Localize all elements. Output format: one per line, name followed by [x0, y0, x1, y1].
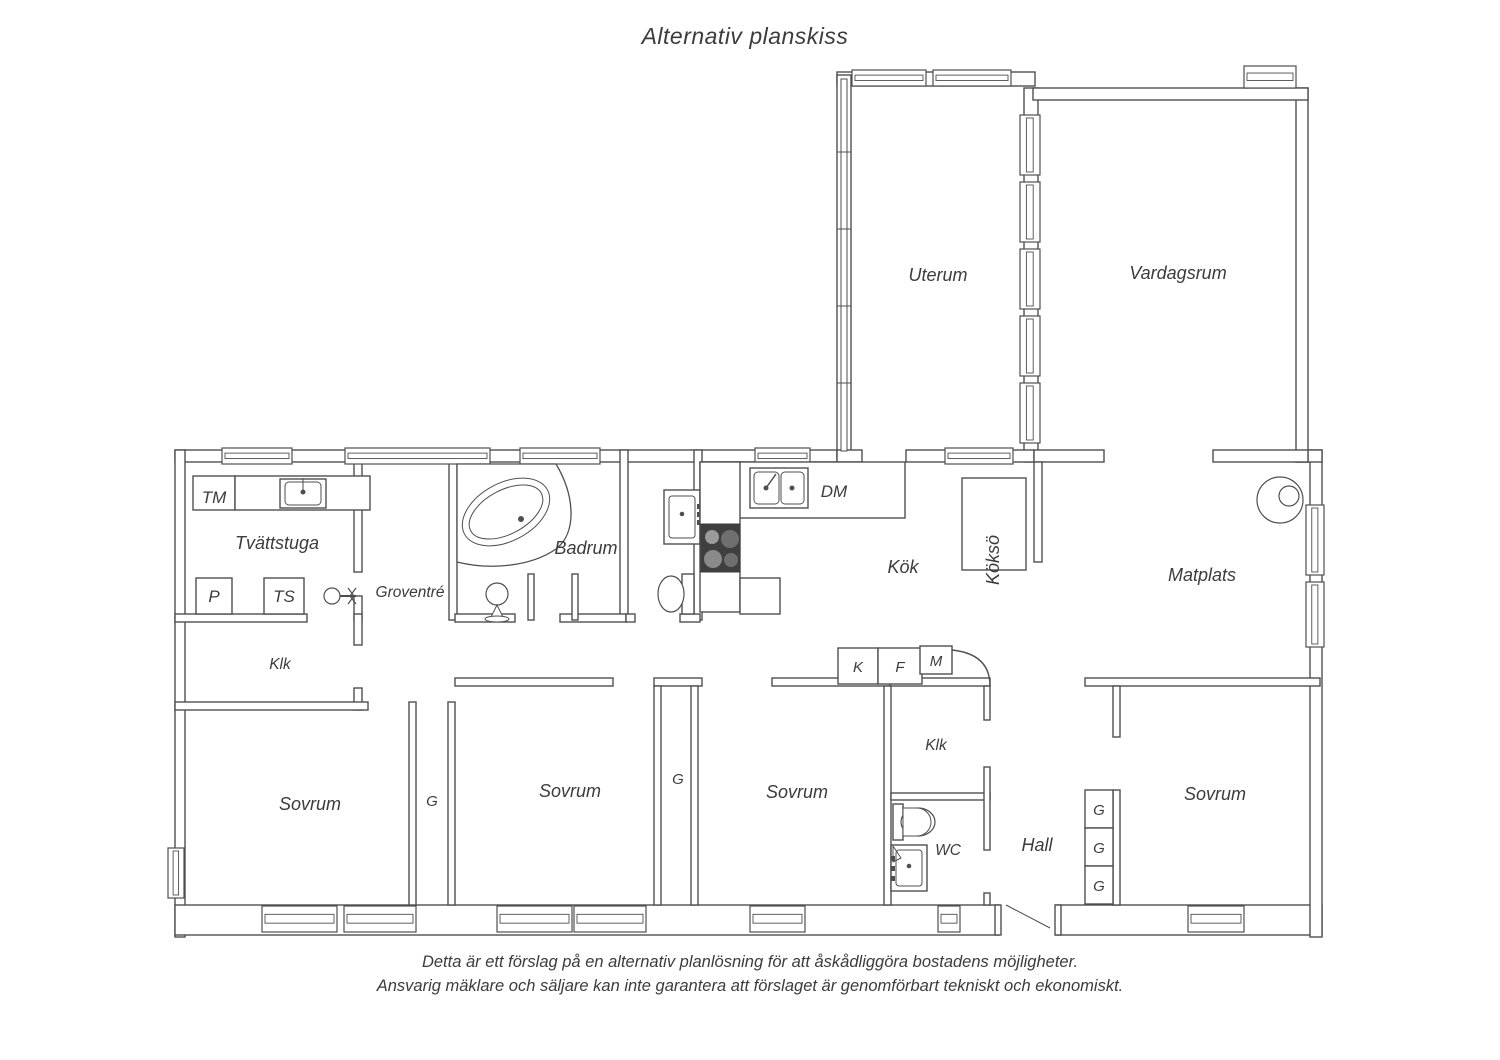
footer-line-2: Ansvarig mäklare och säljare kan inte garantera att förslaget är genomförbart tekniskt och ekonomiskt.: [376, 977, 1124, 995]
wall-segment: [448, 702, 455, 905]
plan-title: Alternativ planskiss: [641, 23, 849, 49]
room-label-sovrum-4: Sovrum: [1183, 784, 1247, 804]
window-glazing: [1026, 319, 1033, 373]
stove-burner: [721, 530, 739, 548]
faucet-detail: [891, 856, 895, 861]
room-label-sovrum-2: Sovrum: [538, 781, 602, 801]
shower-wall: [572, 574, 578, 620]
room-label-kokso: Köksö: [983, 534, 1003, 586]
window-glazing: [1191, 914, 1241, 923]
room-label-matplats: Matplats: [1167, 565, 1237, 585]
stove-burner: [704, 550, 722, 568]
faucet-detail: [891, 866, 895, 871]
room-label-uterum: Uterum: [908, 265, 968, 285]
fixture-label-f: F: [895, 659, 905, 676]
pedestal-sink-foot: [485, 616, 509, 622]
door-jamb: [1055, 905, 1061, 935]
vanity-basin: [669, 496, 695, 538]
room-label-sovrum-3: Sovrum: [765, 782, 829, 802]
window-glazing: [855, 75, 923, 80]
fixture-label-m: M: [929, 653, 943, 670]
wall-segment: [1113, 686, 1120, 737]
window-glazing: [347, 914, 413, 923]
wall-segment: [837, 450, 862, 462]
wall-segment: [560, 614, 626, 622]
footer-line-1: Detta är ett förslag på en alternativ planlösning för att åskådliggöra bostadens möjligheter.: [421, 953, 1079, 971]
wall-segment: [884, 686, 891, 905]
pedestal-sink-base: [491, 605, 503, 617]
toilet-bowl-outline: [903, 808, 931, 836]
toilet-bowl: [658, 576, 684, 612]
window-glazing: [758, 453, 807, 458]
wall-segment: [175, 702, 368, 710]
fixture-label-g-5: G: [1093, 878, 1105, 895]
fixture-label-g-4: G: [1093, 840, 1105, 857]
fixture-label-g-3: G: [1093, 802, 1105, 819]
fixture-label-g-1: G: [426, 793, 438, 810]
wall-segment: [449, 450, 457, 620]
stove-burner: [705, 530, 719, 544]
window-glazing: [1026, 185, 1033, 239]
window-glazing: [1247, 73, 1293, 80]
faucet-dot: [790, 486, 795, 491]
wall-segment: [1213, 450, 1308, 462]
fireplace-flue: [1279, 486, 1299, 506]
wall-segment: [1033, 88, 1308, 100]
wall-segment: [409, 702, 416, 905]
wall-segment: [626, 614, 635, 622]
wall-segment: [175, 614, 307, 622]
room-label-klk-2: Klk: [925, 737, 947, 754]
glass-wall: [841, 79, 847, 451]
wall-segment: [891, 793, 990, 800]
window-glazing: [500, 914, 569, 923]
wall-segment: [455, 678, 613, 686]
window-glazing: [577, 914, 643, 923]
fixture-label-k: K: [852, 659, 864, 676]
faucet-dot: [680, 512, 685, 517]
room-label-wc: WC: [935, 842, 961, 859]
room-label-sovrum-1: Sovrum: [278, 794, 342, 814]
window-glazing: [1026, 252, 1033, 306]
room-label-hall: Hall: [1021, 835, 1053, 855]
fixture-label-g-2: G: [672, 771, 684, 788]
tap-icon: [324, 588, 340, 604]
room-label-vardagsrum: Vardagsrum: [1129, 263, 1227, 283]
wall-segment: [691, 686, 698, 905]
wall-segment: [1034, 462, 1042, 562]
faucet-dot: [907, 864, 912, 869]
wall-segment: [984, 767, 990, 850]
wall-segment: [1085, 678, 1320, 686]
wall-segment: [1113, 790, 1120, 905]
window-glazing: [1312, 585, 1318, 644]
window-glazing: [941, 914, 957, 923]
window-glazing: [753, 914, 802, 923]
window-glazing: [1026, 118, 1033, 172]
faucet-detail: [891, 876, 895, 881]
wall-segment: [620, 450, 628, 620]
kitchen-counter: [740, 578, 780, 614]
window-glazing: [1312, 508, 1318, 572]
wall-segment: [1034, 450, 1104, 462]
wall-segment: [354, 614, 362, 645]
window-glazing: [936, 75, 1008, 80]
fixture-label-p: P: [208, 587, 220, 606]
wall-segment: [680, 614, 700, 622]
shower-wall: [528, 574, 534, 620]
door-jamb: [995, 905, 1001, 935]
room-label-groventre: Groventré: [375, 584, 445, 601]
window-glazing: [1026, 386, 1033, 440]
wall-segment: [354, 450, 362, 572]
wall-segment: [984, 893, 990, 905]
bathtub-drain: [518, 516, 524, 522]
window-glazing: [348, 453, 487, 458]
window-glazing: [173, 851, 178, 895]
fixture-label-ts: TS: [273, 587, 295, 606]
wall-segment: [984, 686, 990, 720]
pedestal-sink: [486, 583, 508, 605]
wall-segment: [654, 678, 702, 686]
fixture-label-tm: TM: [201, 488, 227, 507]
room-label-kok: Kök: [887, 557, 919, 577]
fixture-label-dm: DM: [820, 482, 848, 501]
window-glazing: [265, 914, 334, 923]
stove-burner: [724, 553, 738, 567]
window-glazing: [225, 453, 289, 458]
room-label-badrum: Badrum: [554, 538, 618, 558]
window-glazing: [948, 453, 1010, 458]
window-glazing: [523, 453, 597, 458]
wall-segment: [1296, 88, 1308, 462]
entry-door-opening: [1000, 903, 1055, 937]
room-label-tvattstuga: Tvättstuga: [234, 533, 320, 553]
wall-segment: [654, 686, 661, 905]
room-label-klk-1: Klk: [269, 656, 291, 673]
